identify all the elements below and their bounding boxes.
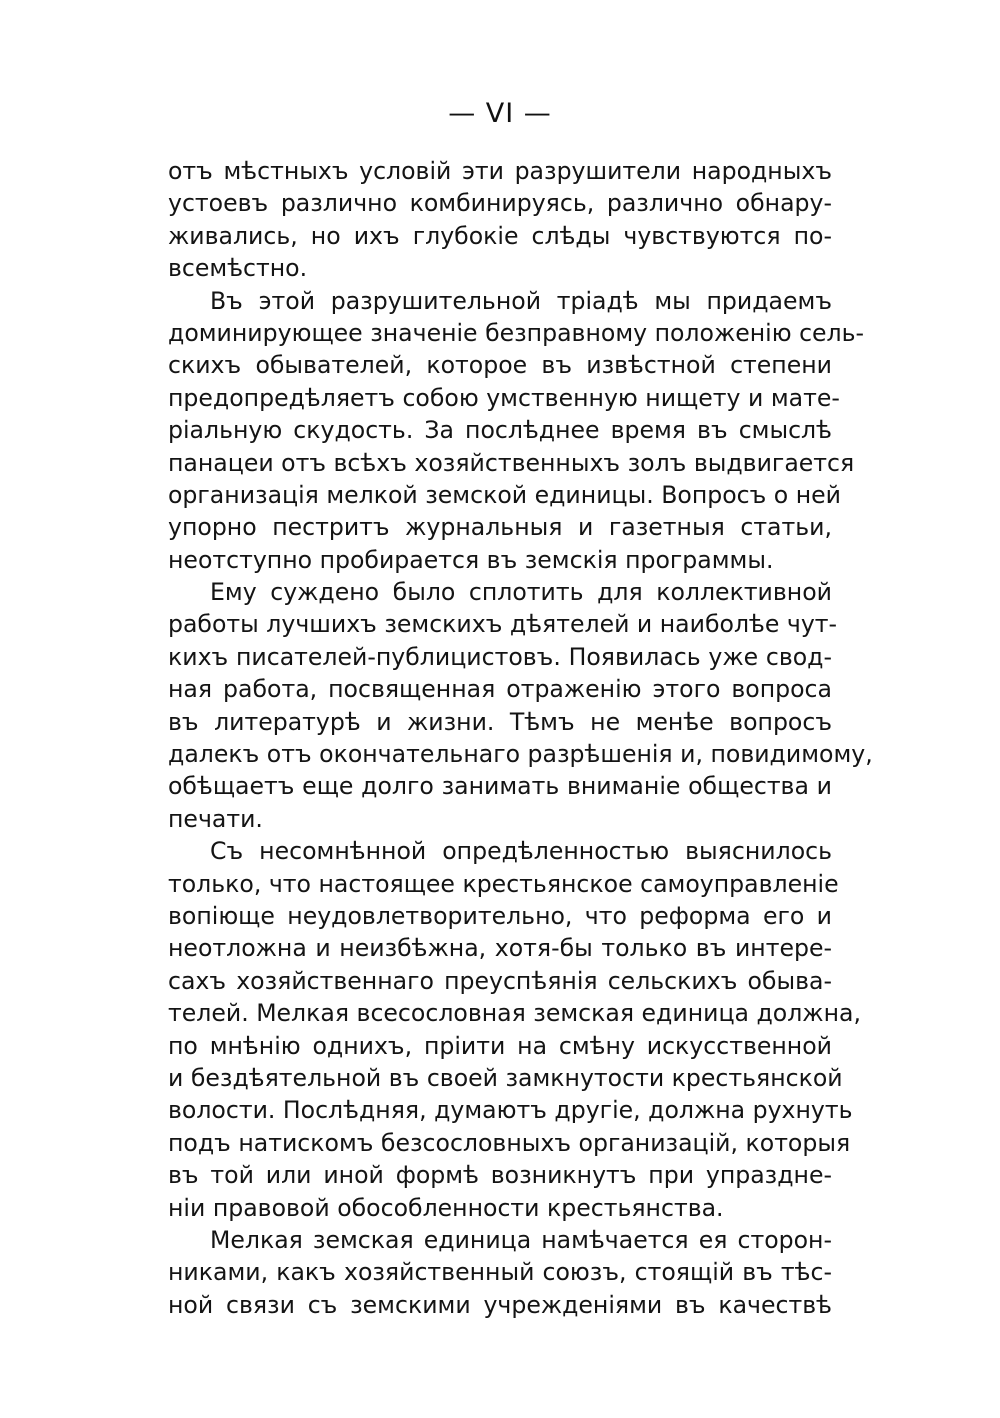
text-line: неотступно пробирается въ земскія программы. bbox=[168, 545, 774, 574]
text-line: по мнѣнію однихъ, пріити на смѣну искусственной bbox=[168, 1031, 832, 1060]
paragraph bbox=[168, 1224, 832, 1321]
body-text bbox=[168, 155, 873, 1321]
text-line: Ему суждено было сплотить для коллективной bbox=[210, 578, 832, 607]
text-line: организація мелкой земской единицы. Вопросъ о ней bbox=[168, 480, 842, 509]
paragraph bbox=[168, 155, 832, 285]
paragraph bbox=[168, 576, 873, 835]
text-line: кихъ писателей-публицистовъ. Появилась уже свод- bbox=[168, 642, 832, 671]
text-line: предопредѣляетъ собою умственную нищету и мате- bbox=[168, 383, 840, 412]
text-line: только, что настоящее крестьянское самоуправленіе bbox=[168, 869, 839, 898]
text-line: Съ несомнѣнной опредѣленностью выяснилось bbox=[210, 837, 832, 866]
text-line: обѣщаетъ еще долго занимать вниманіе общества и bbox=[168, 772, 832, 801]
text-line: ная работа, посвященная отраженію этого вопроса bbox=[168, 675, 832, 704]
text-line: неотложна и неизбѣжна, хотя-бы только въ интере- bbox=[168, 934, 832, 963]
text-line: печати. bbox=[168, 804, 263, 833]
text-line: волости. Послѣдняя, думаютъ другіе, должна рухнуть bbox=[168, 1096, 853, 1125]
text-line: телей. Мелкая всесословная земская единица должна, bbox=[168, 999, 861, 1028]
paragraph bbox=[168, 285, 865, 577]
text-line: устоевъ различно комбинируясь, различно обнару- bbox=[168, 189, 832, 218]
text-line: упорно пестритъ журнальныя и газетныя статьи, bbox=[168, 513, 832, 542]
text-line: ной связи съ земскими учрежденіями въ качествѣ bbox=[168, 1290, 832, 1319]
text-line: ніи правовой обособленности крестьянства. bbox=[168, 1193, 724, 1222]
text-line: въ литературѣ и жизни. Тѣмъ не менѣе вопросъ bbox=[168, 707, 832, 736]
text-line: далекъ отъ окончательнаго разрѣшенія и, повидимому, bbox=[168, 740, 873, 769]
paragraph bbox=[168, 835, 861, 1224]
page-number: — VI — bbox=[448, 98, 552, 129]
text-line: всемѣстно. bbox=[168, 254, 308, 283]
text-line: Мелкая земская единица намѣчается ея сторон- bbox=[210, 1225, 832, 1254]
text-line: и бездѣятельной въ своей замкнутости крестьянской bbox=[168, 1063, 843, 1092]
text-line: вопіюще неудовлетворительно, что реформа его и bbox=[168, 901, 832, 930]
text-line: живались, но ихъ глубокіе слѣды чувствуются по- bbox=[168, 221, 832, 250]
text-line: подъ натискомъ безсословныхъ организацій, которыя bbox=[168, 1128, 851, 1157]
text-line: никами, какъ хозяйственный союзъ, стоящій въ тѣс- bbox=[168, 1258, 832, 1287]
text-line: Въ этой разрушительной тріадѣ мы придаемъ bbox=[210, 286, 832, 315]
text-line: скихъ обывателей, которое въ извѣстной степени bbox=[168, 351, 832, 380]
text-line: сахъ хозяйственнаго преуспѣянія сельскихъ обыва- bbox=[168, 966, 832, 995]
text-line: въ той или иной формѣ возникнутъ при упраздне- bbox=[168, 1161, 832, 1190]
text-line: панацеи отъ всѣхъ хозяйственныхъ золъ выдвигается bbox=[168, 448, 855, 477]
text-line: отъ мѣстныхъ условій эти разрушители народныхъ bbox=[168, 157, 832, 185]
text-line: ріальную скудость. За послѣднее время въ смыслѣ bbox=[168, 416, 832, 445]
text-line: работы лучшихъ земскихъ дѣятелей и наиболѣе чут- bbox=[168, 610, 838, 639]
text-line: доминирующее значеніе безправному положенію сель- bbox=[168, 318, 865, 347]
